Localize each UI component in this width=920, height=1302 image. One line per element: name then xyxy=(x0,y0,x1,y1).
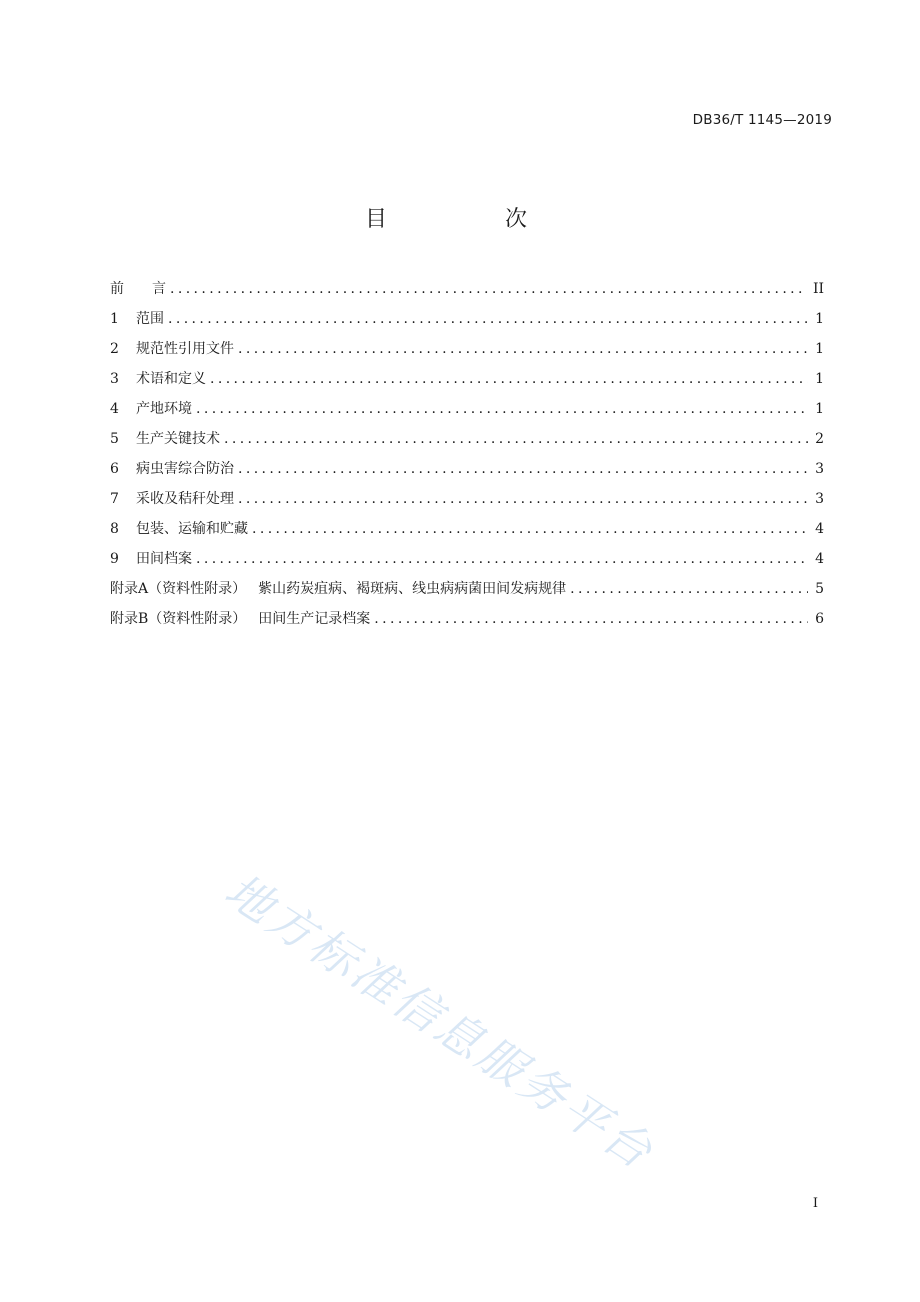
toc-entry-title xyxy=(110,338,234,358)
toc-dot-leader xyxy=(210,371,808,387)
toc-entry-title xyxy=(110,398,192,418)
toc-entry-title-text: 包装、运输和贮藏 xyxy=(136,521,248,537)
toc-entry-4[interactable] xyxy=(110,398,824,428)
toc-entry-appendix-a[interactable] xyxy=(110,578,824,608)
toc-entry-3[interactable] xyxy=(110,368,824,398)
toc-entry-title xyxy=(110,518,248,538)
table-of-contents xyxy=(110,278,824,638)
toc-entry-title xyxy=(110,578,566,598)
toc-entry-title xyxy=(110,428,220,448)
toc-entry-page: 5 xyxy=(815,581,824,597)
toc-entry-number: 6 xyxy=(110,461,119,477)
toc-entry-title xyxy=(110,458,234,478)
toc-dot-leader xyxy=(570,581,808,597)
toc-dot-leader xyxy=(252,521,808,537)
toc-entry-appendix-b[interactable] xyxy=(110,608,824,638)
toc-entry-number: 附录A（资料性附录） xyxy=(110,581,247,597)
toc-entry-page: 1 xyxy=(815,401,824,417)
toc-entry-preface[interactable] xyxy=(110,278,824,308)
toc-entry-title-text: 生产关键技术 xyxy=(136,431,220,447)
toc-entry-page: II xyxy=(812,281,824,297)
toc-entry-number: 附录B（资料性附录） xyxy=(110,611,247,627)
toc-dot-leader xyxy=(170,281,807,297)
toc-entry-page: 1 xyxy=(815,371,824,387)
toc-entry-number: 1 xyxy=(110,311,119,327)
toc-entry-8[interactable] xyxy=(110,518,824,548)
standard-code: DB36/T 1145—2019 xyxy=(692,112,832,128)
toc-entry-number: 9 xyxy=(110,551,119,567)
toc-entry-title xyxy=(110,278,166,298)
toc-entry-page: 4 xyxy=(815,521,824,537)
toc-entry-5[interactable] xyxy=(110,428,824,458)
toc-entry-page: 2 xyxy=(815,431,824,447)
toc-dot-leader xyxy=(196,551,808,567)
toc-entry-title-text: 前 言 xyxy=(110,281,166,297)
toc-entry-title-text: 病虫害综合防治 xyxy=(136,461,234,477)
toc-entry-page: 6 xyxy=(815,611,824,627)
toc-dot-leader xyxy=(238,491,808,507)
toc-entry-title-text: 术语和定义 xyxy=(136,371,206,387)
toc-dot-leader xyxy=(238,341,808,357)
toc-entry-page: 3 xyxy=(815,461,824,477)
toc-entry-number: 7 xyxy=(110,491,119,507)
toc-entry-title-text: 采收及秸秆处理 xyxy=(136,491,234,507)
toc-dot-leader xyxy=(374,611,808,627)
toc-entry-title-text: 规范性引用文件 xyxy=(136,341,234,357)
toc-entry-number: 3 xyxy=(110,371,119,387)
toc-dot-leader xyxy=(238,461,808,477)
toc-entry-number: 5 xyxy=(110,431,119,447)
toc-entry-title-text: 产地环境 xyxy=(136,401,192,417)
toc-entry-page: 3 xyxy=(815,491,824,507)
toc-entry-page: 4 xyxy=(815,551,824,567)
toc-entry-title-text: 田间生产记录档案 xyxy=(258,611,371,627)
toc-entry-6[interactable] xyxy=(110,458,824,488)
toc-entry-page: 1 xyxy=(815,341,824,357)
toc-entry-title-text: 范围 xyxy=(136,311,164,327)
toc-dot-leader xyxy=(168,311,808,327)
toc-dot-leader xyxy=(196,401,808,417)
watermark: 地方标准信息服务平台 xyxy=(215,862,665,1181)
toc-entry-title xyxy=(110,368,206,388)
toc-entry-title xyxy=(110,488,234,508)
toc-entry-1[interactable] xyxy=(110,308,824,338)
page-number: I xyxy=(812,1196,818,1211)
toc-entry-number: 2 xyxy=(110,341,119,357)
toc-title: 目 次 xyxy=(364,207,575,232)
toc-dot-leader xyxy=(224,431,808,447)
toc-entry-page: 1 xyxy=(815,311,824,327)
toc-entry-9[interactable] xyxy=(110,548,824,578)
toc-entry-number: 8 xyxy=(110,521,119,537)
toc-entry-7[interactable] xyxy=(110,488,824,518)
toc-entry-title xyxy=(110,308,164,328)
toc-entry-title xyxy=(110,608,370,628)
toc-entry-title-text: 紫山药炭疽病、褐斑病、线虫病病菌田间发病规律 xyxy=(258,581,567,597)
toc-entry-title xyxy=(110,548,192,568)
toc-entry-2[interactable] xyxy=(110,338,824,368)
toc-entry-title-text: 田间档案 xyxy=(136,551,192,567)
toc-entry-number: 4 xyxy=(110,401,119,417)
